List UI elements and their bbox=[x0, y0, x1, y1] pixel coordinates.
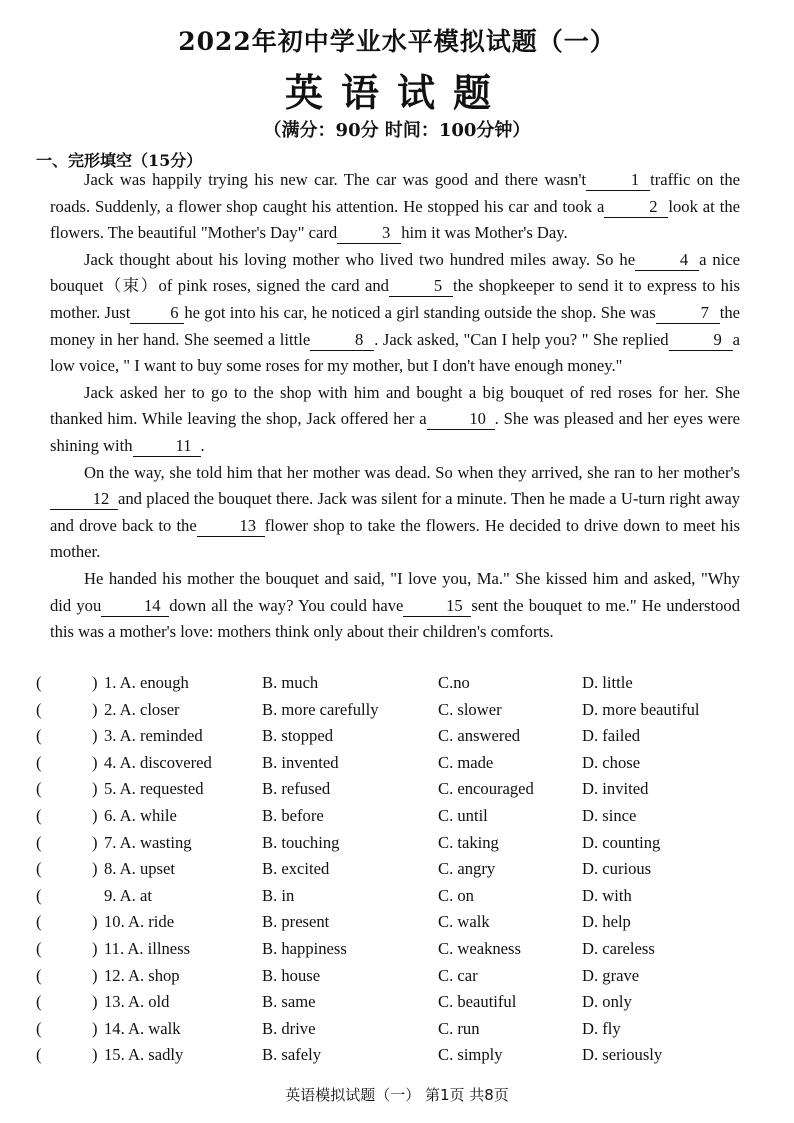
question-row bbox=[36, 886, 756, 913]
option-b: B. before bbox=[262, 805, 324, 825]
question-row bbox=[36, 779, 756, 806]
option-a: 4. A. discovered bbox=[104, 752, 212, 772]
option-c: C. run bbox=[438, 1018, 480, 1038]
answer-bracket-close: ) bbox=[92, 992, 98, 1012]
blank-15: 15 bbox=[403, 596, 471, 617]
answer-bracket-open[interactable]: ( bbox=[36, 805, 42, 825]
passage-paragraph: He handed his mother the bouquet and said, "I love you, Ma." She kissed him and asked, "Why did you 14 down all the way? You could have 15 sent the bouquet to me." He understood this was a mother's love: mothers think only about their children's comforts. bbox=[50, 568, 741, 642]
answer-bracket-open[interactable]: ( bbox=[36, 1018, 42, 1038]
answer-bracket-open[interactable]: ( bbox=[36, 965, 42, 985]
option-d: D. more beautiful bbox=[582, 699, 700, 719]
option-c: C. made bbox=[438, 752, 494, 772]
answer-bracket-close: ) bbox=[92, 726, 98, 746]
option-d: D. fly bbox=[582, 1018, 621, 1038]
question-row bbox=[36, 700, 756, 727]
subject-title: 英语试题 bbox=[284, 70, 509, 115]
option-b: B. drive bbox=[262, 1018, 316, 1038]
passage-paragraph: On the way, she told him that her mother was dead. So when they arrived, she ran to her mother's12 and placed the bouquet there. Jack was silent for a minute. Then he made a U-turn right away and drove back to the 13 flower shop to take the flowers. He decided to drive down to meet his mother. bbox=[50, 462, 741, 562]
option-d: D. seriously bbox=[582, 1045, 663, 1065]
blank-8: 8 bbox=[310, 330, 374, 351]
question-row bbox=[36, 1045, 756, 1072]
option-a: 2. A. closer bbox=[104, 699, 180, 719]
blank-12: 12 bbox=[50, 489, 118, 510]
question-row bbox=[36, 966, 756, 993]
option-c: C. taking bbox=[438, 832, 499, 852]
option-b: B. same bbox=[262, 992, 316, 1012]
question-row bbox=[36, 673, 756, 700]
option-b: B. invented bbox=[262, 752, 339, 772]
answer-bracket-close: ) bbox=[92, 859, 98, 879]
passage-paragraph: Jack thought about his loving mother who lived two hundred miles away. So he 4 a nice bouquet（束）of pink roses, signed the card and 5 the shopkeeper to send it to express to his mother. Just 6 he got into his car, he noticed a girl standing outside the shop. She was 7 the money in her hand. She seemed a little 8 . Jack asked, "Can I help you? " She replied 9 a low voice, " I want to buy some roses for my mother, but I don't have enough money." bbox=[50, 249, 740, 376]
question-row bbox=[36, 726, 756, 753]
question-row bbox=[36, 833, 756, 860]
option-b: B. in bbox=[262, 885, 295, 905]
option-d: D. help bbox=[582, 912, 631, 932]
option-d: D. curious bbox=[582, 859, 652, 879]
blank-10: 10 bbox=[427, 409, 495, 430]
answer-bracket-close: ) bbox=[92, 832, 98, 852]
option-a: 5. A. requested bbox=[104, 779, 204, 799]
option-a: 9. A. at bbox=[104, 885, 152, 905]
option-b: B. safely bbox=[262, 1045, 321, 1065]
question-row bbox=[36, 753, 756, 780]
option-c: C. slower bbox=[438, 699, 502, 719]
option-a: 3. A. reminded bbox=[104, 726, 203, 746]
answer-bracket-open[interactable]: ( bbox=[36, 859, 42, 879]
passage-paragraph: Jack asked her to go to the shop with him and bought a big bouquet of red roses for her. She thanked him. While leaving the shop, Jack offered her a 10 . She was pleased and her eyes were shining with 11 . bbox=[50, 382, 741, 455]
question-row bbox=[36, 912, 756, 939]
blank-3: 3 bbox=[337, 223, 401, 244]
passage-paragraph: Jack was happily trying his new car. The car was good and there wasn't 1 traffic on the roads. Suddenly, a flower shop caught his attention. He stopped his car and took a 2 look at the flowers. The beautiful "Mother's Day" card 3 him it was Mother's Day. bbox=[50, 170, 741, 243]
question-row bbox=[36, 806, 756, 833]
option-d: D. failed bbox=[582, 726, 641, 746]
option-b: B. excited bbox=[262, 859, 330, 879]
blank-14: 14 bbox=[101, 596, 169, 617]
question-row bbox=[36, 992, 756, 1019]
answer-bracket-close: ) bbox=[92, 752, 98, 772]
blank-13: 13 bbox=[197, 516, 265, 537]
cloze-passage bbox=[50, 167, 740, 646]
answer-bracket-close: ) bbox=[92, 965, 98, 985]
option-a: 1. A. enough bbox=[104, 673, 189, 692]
option-a: 8. A. upset bbox=[104, 859, 175, 879]
answer-bracket-open[interactable]: ( bbox=[36, 938, 42, 958]
answer-bracket-close: ) bbox=[92, 673, 98, 692]
answer-bracket-open[interactable]: ( bbox=[36, 699, 42, 719]
answer-bracket-close: ) bbox=[92, 805, 98, 825]
option-a: 13. A. old bbox=[104, 992, 170, 1012]
blank-4: 4 bbox=[635, 250, 699, 271]
page-footer: 英语模拟试题（一） 第1页 共8页 bbox=[285, 1086, 509, 1104]
blank-6: 6 bbox=[130, 303, 184, 324]
option-d: D. with bbox=[582, 885, 632, 905]
answer-bracket-close: ) bbox=[92, 1045, 98, 1065]
blank-7: 7 bbox=[656, 303, 720, 324]
answer-bracket-close: ) bbox=[92, 699, 98, 719]
option-d: D. chose bbox=[582, 752, 641, 772]
exam-title: 2022年初中学业水平模拟试题（一） bbox=[178, 27, 616, 56]
option-d: D. grave bbox=[582, 965, 640, 985]
answer-bracket-open[interactable]: ( bbox=[36, 779, 42, 799]
question-options bbox=[36, 673, 756, 1072]
exam-info: （满分：90分 时间：100分钟） bbox=[263, 120, 531, 141]
option-b: B. present bbox=[262, 912, 330, 932]
answer-bracket-open[interactable]: ( bbox=[36, 832, 42, 852]
option-c: C. walk bbox=[438, 912, 490, 932]
option-b: B. more carefully bbox=[262, 699, 379, 719]
option-a: 14. A. walk bbox=[104, 1018, 181, 1038]
option-d: D. only bbox=[582, 992, 632, 1012]
option-b: B. refused bbox=[262, 779, 331, 799]
blank-11: 11 bbox=[133, 436, 201, 457]
answer-bracket-open[interactable]: ( bbox=[36, 885, 42, 905]
option-b: B. house bbox=[262, 965, 321, 985]
answer-bracket-close: ) bbox=[92, 938, 98, 958]
answer-bracket-open[interactable]: ( bbox=[36, 752, 42, 772]
option-b: B. touching bbox=[262, 832, 340, 852]
blank-1: 1 bbox=[586, 170, 650, 191]
option-c: C. answered bbox=[438, 726, 521, 746]
section-heading: 一、完形填空（15分） bbox=[36, 151, 203, 170]
answer-bracket-open[interactable]: ( bbox=[36, 673, 42, 692]
option-d: D. since bbox=[582, 805, 637, 825]
option-d: D. counting bbox=[582, 832, 661, 852]
question-row bbox=[36, 859, 756, 886]
answer-bracket-close: ) bbox=[92, 779, 98, 799]
answer-bracket-open[interactable]: ( bbox=[36, 1045, 42, 1065]
option-a: 11. A. illness bbox=[104, 938, 191, 958]
option-d: D. invited bbox=[582, 779, 649, 799]
option-b: B. much bbox=[262, 673, 319, 692]
option-a: 10. A. ride bbox=[104, 912, 175, 932]
option-b: B. happiness bbox=[262, 938, 347, 958]
option-c: C. on bbox=[438, 885, 474, 905]
blank-9: 9 bbox=[669, 330, 733, 351]
option-c: C. weakness bbox=[438, 938, 521, 958]
question-row bbox=[36, 939, 756, 966]
option-d: D. careless bbox=[582, 938, 655, 958]
answer-bracket-open[interactable]: ( bbox=[36, 726, 42, 746]
answer-bracket-close: ) bbox=[92, 1018, 98, 1038]
option-c: C. angry bbox=[438, 859, 496, 879]
option-c: C. beautiful bbox=[438, 992, 517, 1012]
option-c: C. car bbox=[438, 965, 478, 985]
answer-bracket-open[interactable]: ( bbox=[36, 992, 42, 1012]
option-c: C. until bbox=[438, 805, 488, 825]
option-c: C.no bbox=[438, 673, 470, 692]
option-c: C. encouraged bbox=[438, 779, 534, 799]
option-b: B. stopped bbox=[262, 726, 333, 746]
answer-bracket-open[interactable]: ( bbox=[36, 912, 42, 932]
option-a: 6. A. while bbox=[104, 805, 177, 825]
option-a: 15. A. sadly bbox=[104, 1045, 184, 1065]
question-row bbox=[36, 1019, 756, 1046]
answer-bracket-close: ) bbox=[92, 912, 98, 932]
option-c: C. simply bbox=[438, 1045, 503, 1065]
option-a: 7. A. wasting bbox=[104, 832, 192, 852]
option-d: D. little bbox=[582, 673, 633, 692]
blank-5: 5 bbox=[389, 276, 453, 297]
blank-2: 2 bbox=[604, 197, 668, 218]
option-a: 12. A. shop bbox=[104, 965, 180, 985]
